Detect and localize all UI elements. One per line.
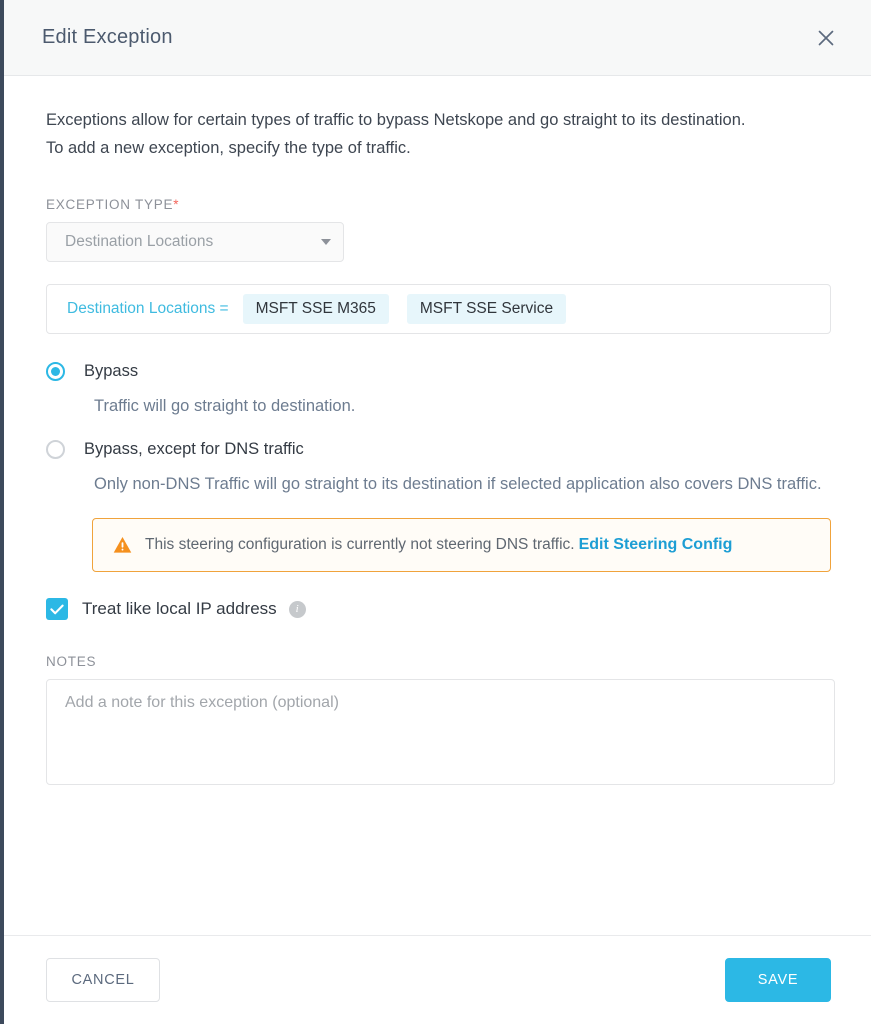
exception-type-select[interactable] bbox=[46, 222, 344, 262]
save-button[interactable]: SAVE bbox=[725, 958, 831, 1002]
radio-option-bypass[interactable] bbox=[46, 362, 831, 381]
dialog-body bbox=[4, 76, 871, 935]
treat-like-local-ip-label: Treat like local IP address bbox=[82, 599, 277, 619]
radio-bypass-except-dns-label: Bypass, except for DNS traffic bbox=[84, 439, 304, 458]
criteria-field[interactable] bbox=[46, 284, 831, 334]
required-asterisk: * bbox=[173, 196, 180, 212]
cancel-button[interactable]: CANCEL bbox=[46, 958, 160, 1002]
edit-steering-config-link[interactable]: Edit Steering Config bbox=[578, 536, 733, 554]
exception-type-label-text: EXCEPTION TYPE bbox=[46, 196, 174, 212]
intro-text: Exceptions allow for certain types of traffic to bypass Netskope and go straight to its destination. To add a new exception, specify the type of traffic. bbox=[46, 111, 746, 158]
chevron-down-icon bbox=[321, 239, 331, 245]
radio-bypass-except-dns-indicator[interactable] bbox=[46, 440, 65, 459]
radio-option-bypass-except-dns[interactable] bbox=[46, 440, 831, 459]
treat-like-local-ip-checkbox-row[interactable] bbox=[46, 598, 831, 620]
warning-text: This steering configuration is currently not steering DNS traffic. bbox=[145, 536, 575, 554]
warning-triangle-icon bbox=[113, 536, 132, 554]
dns-steering-warning bbox=[92, 518, 831, 572]
info-icon[interactable]: i bbox=[289, 601, 306, 618]
criteria-chip[interactable]: MSFT SSE M365 bbox=[243, 294, 389, 324]
exception-type-value: Destination Locations bbox=[65, 232, 214, 250]
close-icon[interactable] bbox=[809, 21, 843, 55]
exception-type-label bbox=[46, 197, 831, 212]
treat-like-local-ip-checkbox[interactable] bbox=[46, 598, 68, 620]
notes-label: NOTES bbox=[46, 654, 97, 670]
dialog-header bbox=[4, 0, 871, 76]
notes-input[interactable] bbox=[46, 679, 835, 785]
page-title: Edit Exception bbox=[42, 26, 173, 48]
dialog-footer bbox=[4, 935, 871, 1024]
radio-bypass-indicator[interactable] bbox=[46, 362, 65, 381]
radio-bypass-description: Traffic will go straight to destination. bbox=[94, 396, 356, 415]
radio-bypass-label: Bypass bbox=[84, 361, 139, 380]
criteria-label: Destination Locations = bbox=[67, 299, 229, 317]
bypass-radio-group bbox=[46, 362, 831, 498]
criteria-chip[interactable]: MSFT SSE Service bbox=[407, 294, 566, 324]
radio-bypass-except-dns-description: Only non-DNS Traffic will go straight to its destination if selected application also covers DNS traffic. bbox=[94, 474, 822, 493]
